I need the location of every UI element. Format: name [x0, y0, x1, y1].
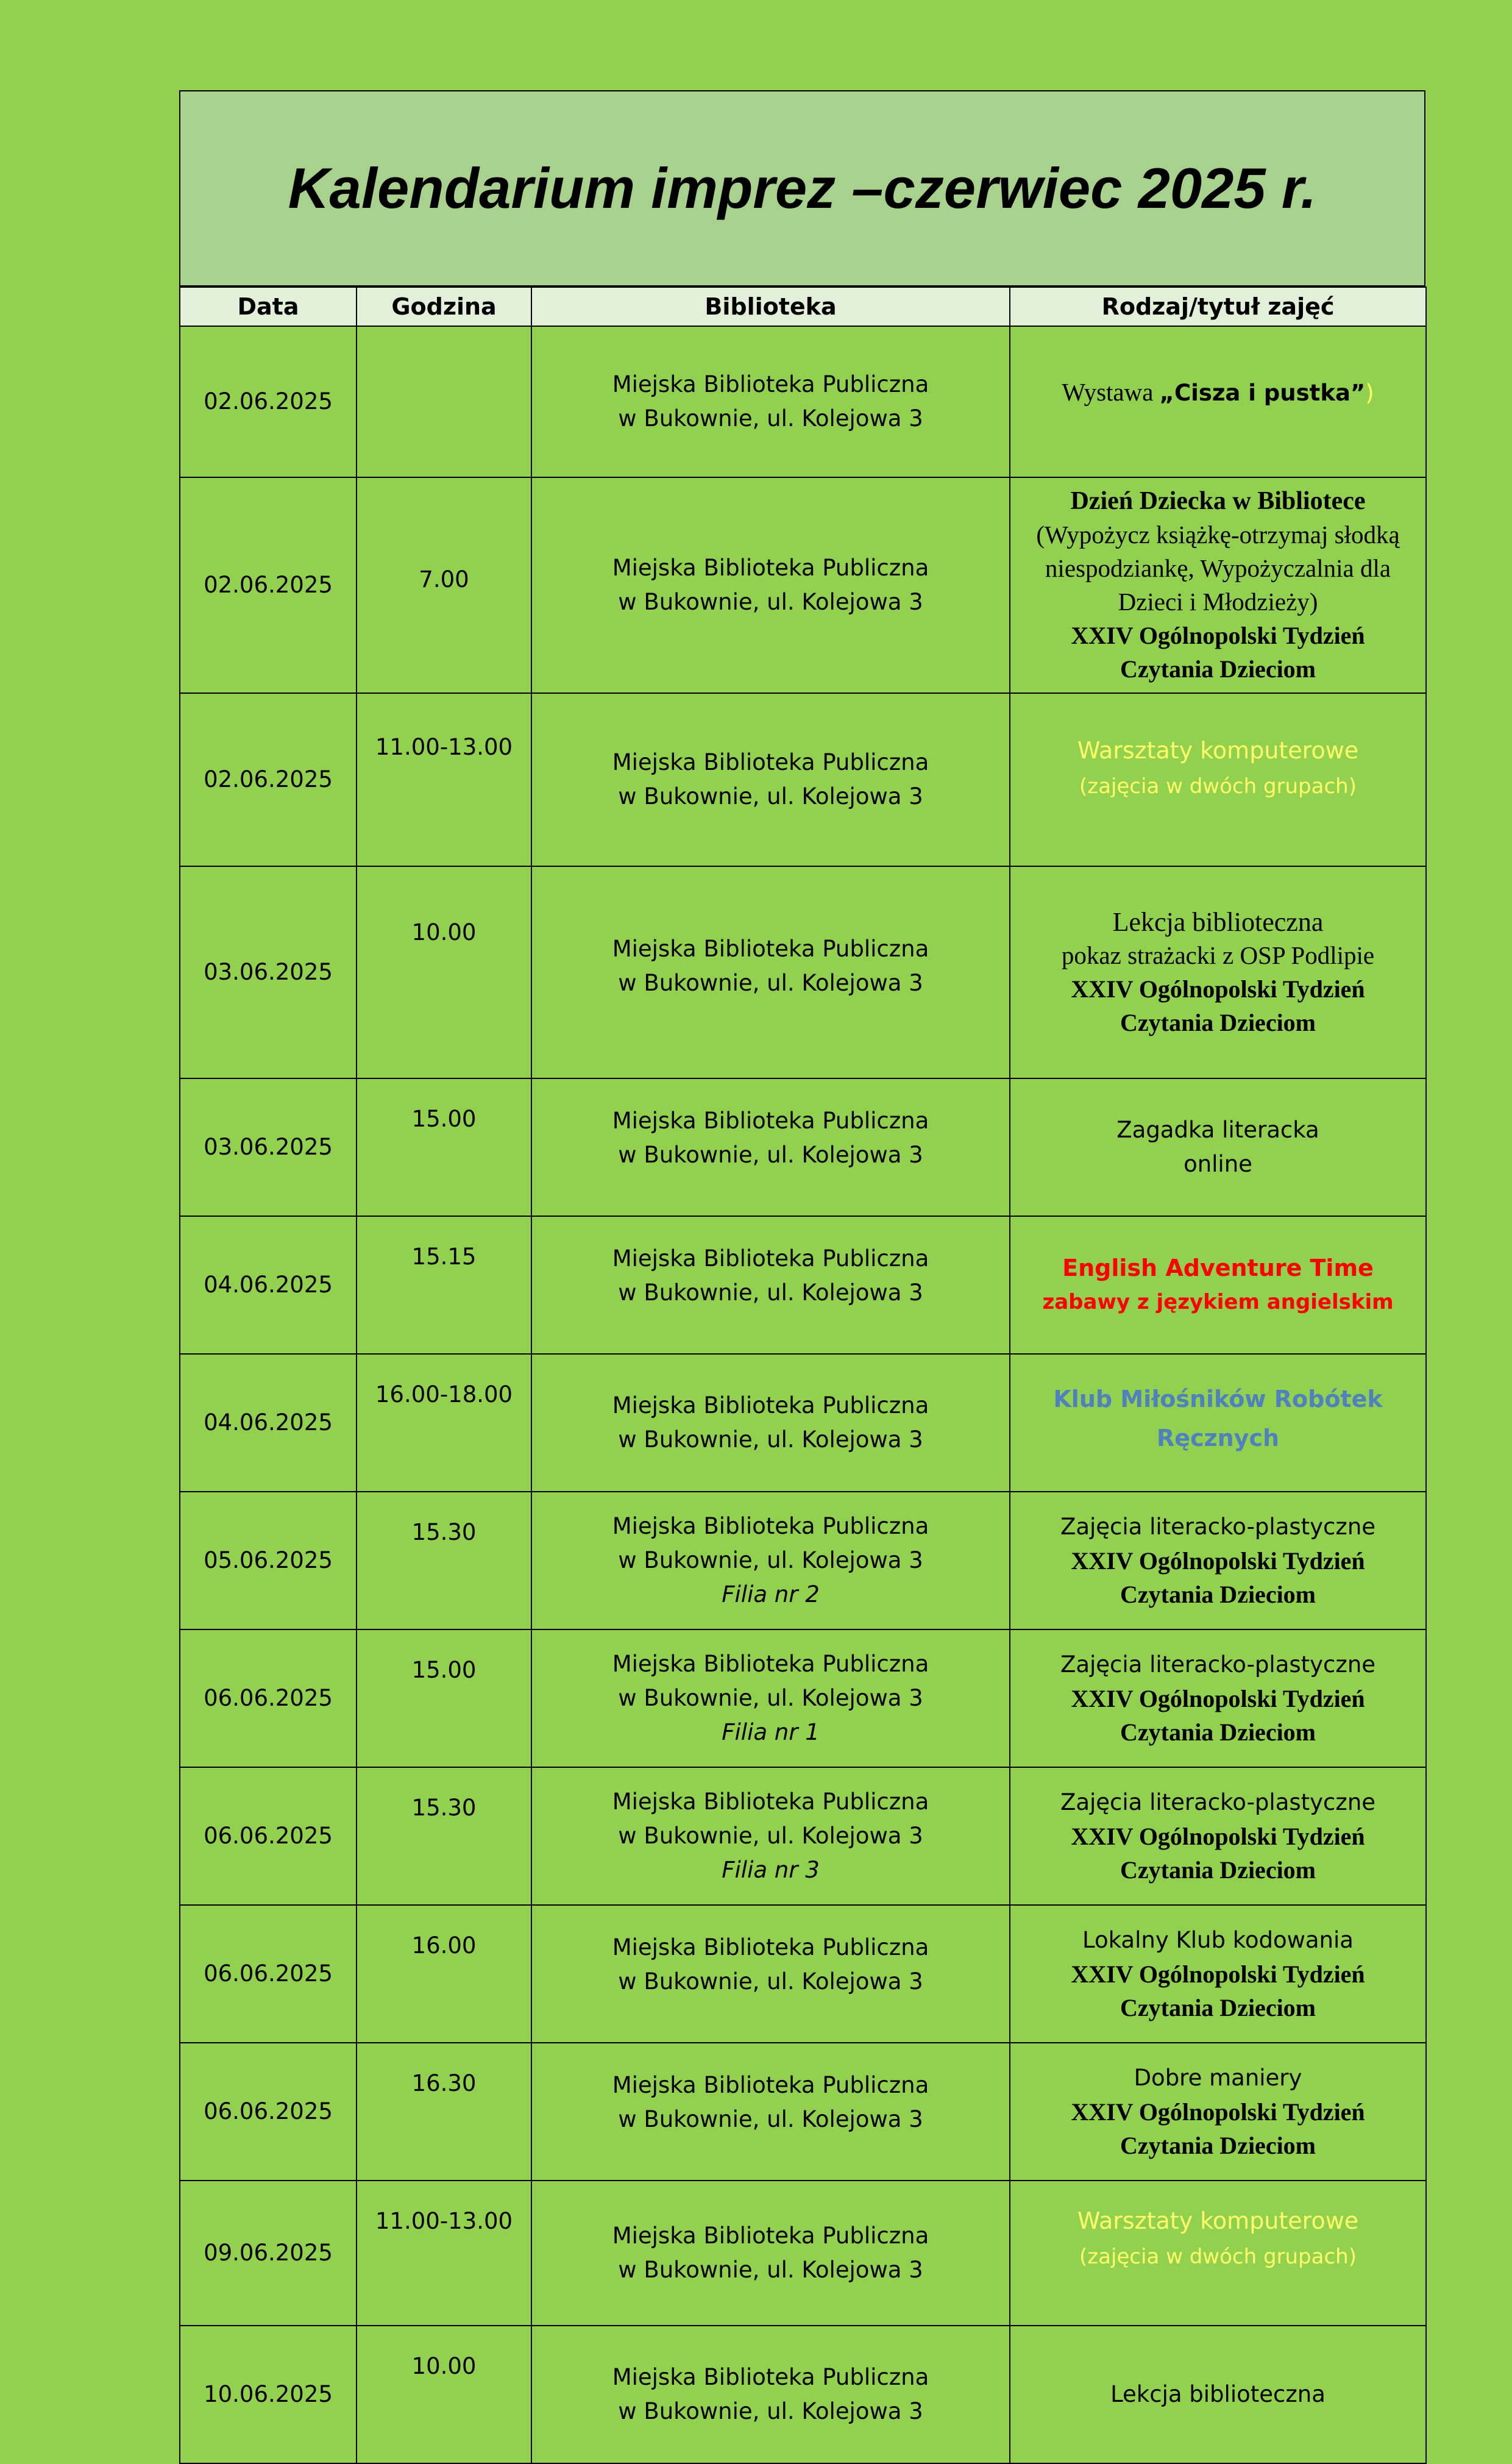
event-week-2: Czytania Dzieciom [1120, 1718, 1316, 1746]
event-suffix: ) [1365, 379, 1374, 406]
library-name: Miejska Biblioteka Publiczna [612, 936, 929, 962]
date-cell: 02.06.2025 [180, 477, 357, 693]
event-title: Warsztaty komputerowe [1077, 737, 1359, 764]
table-row [180, 1767, 1426, 1905]
time-cell: 15.15 [357, 1216, 531, 1354]
library-cell [531, 326, 1010, 477]
table-row [180, 2326, 1426, 2463]
library-address: w Bukownie, ul. Kolejowa 3 [618, 1968, 923, 1995]
library-name: Miejska Biblioteka Publiczna [612, 2223, 929, 2249]
library-cell [531, 693, 1010, 866]
time-cell: 15.00 [357, 1629, 531, 1767]
library-address: w Bukownie, ul. Kolejowa 3 [618, 2106, 923, 2132]
table-row [180, 2043, 1426, 2181]
library-cell [531, 1492, 1010, 1629]
library-address: w Bukownie, ul. Kolejowa 3 [618, 1823, 923, 1849]
date-cell: 10.06.2025 [180, 2326, 357, 2463]
event-week-2: Czytania Dzieciom [1120, 1009, 1316, 1036]
library-cell [531, 477, 1010, 693]
library-address: w Bukownie, ul. Kolejowa 3 [618, 1142, 923, 1168]
event-week-1: XXIV Ogólnopolski Tydzień [1071, 1960, 1365, 1988]
table-row [180, 866, 1426, 1078]
table-row [180, 477, 1426, 693]
library-branch: Filia nr 1 [722, 1719, 820, 1745]
event-cell [1010, 326, 1426, 477]
event-week-1: XXIV Ogólnopolski Tydzień [1071, 1823, 1365, 1850]
time-cell: 10.00 [357, 2326, 531, 2463]
table-row [180, 693, 1426, 866]
library-address: w Bukownie, ul. Kolejowa 3 [618, 1547, 923, 1573]
event-cell [1010, 2326, 1426, 2463]
time-cell: 15.30 [357, 1492, 531, 1629]
library-address: w Bukownie, ul. Kolejowa 3 [618, 970, 923, 996]
event-cell [1010, 693, 1426, 866]
event-title: Dobre maniery [1134, 2065, 1302, 2091]
event-week-1: XXIV Ogólnopolski Tydzień [1071, 1547, 1365, 1575]
library-address: w Bukownie, ul. Kolejowa 3 [618, 2398, 923, 2424]
event-week-2: Czytania Dzieciom [1120, 655, 1316, 683]
event-cell [1010, 1078, 1426, 1216]
time-cell: 16.00 [357, 1905, 531, 2043]
event-week-1: XXIV Ogólnopolski Tydzień [1071, 622, 1365, 649]
library-cell [531, 1078, 1010, 1216]
date-cell: 06.06.2025 [180, 1905, 357, 2043]
event-title-cont: Ręcznych [1156, 1425, 1280, 1451]
time-cell: 10.00 [357, 866, 531, 1078]
table-row [180, 2181, 1426, 2326]
event-title: English Adventure Time [1062, 1255, 1374, 1281]
table-row [180, 1216, 1426, 1354]
event-prefix: Wystawa [1062, 377, 1160, 406]
event-cell [1010, 477, 1426, 693]
library-address: w Bukownie, ul. Kolejowa 3 [618, 589, 923, 615]
library-name: Miejska Biblioteka Publiczna [612, 555, 929, 581]
library-name: Miejska Biblioteka Publiczna [612, 371, 929, 397]
table-row [180, 1492, 1426, 1629]
event-subtitle: zabawy z językiem angielskim [1042, 1290, 1394, 1314]
header-library: Biblioteka [531, 287, 1010, 326]
date-cell: 05.06.2025 [180, 1492, 357, 1629]
event-title: „Cisza i pustka” [1159, 379, 1366, 406]
library-address: w Bukownie, ul. Kolejowa 3 [618, 783, 923, 810]
event-cell [1010, 1905, 1426, 2043]
event-title: Lekcja biblioteczna [1110, 2381, 1326, 2407]
header-time: Godzina [357, 287, 531, 326]
table-row [180, 326, 1426, 477]
date-cell: 04.06.2025 [180, 1216, 357, 1354]
library-name: Miejska Biblioteka Publiczna [612, 1392, 929, 1419]
date-cell: 09.06.2025 [180, 2181, 357, 2326]
header-date: Data [180, 287, 357, 326]
library-cell [531, 2326, 1010, 2463]
library-cell [531, 2043, 1010, 2181]
event-title: Zagadka literacka [1116, 1117, 1319, 1143]
library-name: Miejska Biblioteka Publiczna [612, 1108, 929, 1134]
library-cell [531, 1354, 1010, 1492]
date-cell: 02.06.2025 [180, 326, 357, 477]
library-address: w Bukownie, ul. Kolejowa 3 [618, 405, 923, 432]
time-cell [357, 477, 531, 693]
table-row [180, 1905, 1426, 2043]
event-week-2: Czytania Dzieciom [1120, 1994, 1316, 2021]
event-week-1: XXIV Ogólnopolski Tydzień [1071, 2098, 1365, 2126]
library-name: Miejska Biblioteka Publiczna [612, 749, 929, 775]
library-name: Miejska Biblioteka Publiczna [612, 2072, 929, 2098]
event-cell [1010, 2181, 1426, 2326]
library-branch: Filia nr 2 [722, 1581, 820, 1608]
event-cell [1010, 2043, 1426, 2181]
time-cell: 16.30 [357, 2043, 531, 2181]
library-name: Miejska Biblioteka Publiczna [612, 1934, 929, 1960]
time-cell: 11.00-13.00 [357, 693, 531, 866]
time-cell: 16.00-18.00 [357, 1354, 531, 1492]
time-cell: 11.00-13.00 [357, 2181, 531, 2326]
table-row [180, 1078, 1426, 1216]
time-value: 7.00 [419, 566, 469, 593]
library-name: Miejska Biblioteka Publiczna [612, 2364, 929, 2390]
event-week-2: Czytania Dzieciom [1120, 1856, 1316, 1884]
library-name: Miejska Biblioteka Publiczna [612, 1651, 929, 1677]
event-title: Klub Miłośników Robótek [1053, 1386, 1383, 1412]
event-subtitle: (zajęcia w dwóch grupach) [1079, 2245, 1357, 2269]
event-desc: online [1184, 1151, 1252, 1177]
library-name: Miejska Biblioteka Publiczna [612, 1513, 929, 1539]
time-cell [357, 326, 531, 477]
library-name: Miejska Biblioteka Publiczna [612, 1245, 929, 1272]
event-title: Lekcja biblioteczna [1112, 907, 1324, 937]
event-cell [1010, 1492, 1426, 1629]
date-cell: 06.06.2025 [180, 1767, 357, 1905]
time-cell: 15.00 [357, 1078, 531, 1216]
event-cell [1010, 1629, 1426, 1767]
library-branch: Filia nr 3 [722, 1857, 820, 1883]
event-title: Zajęcia literacko-plastyczne [1060, 1514, 1376, 1540]
date-cell: 06.06.2025 [180, 2043, 357, 2181]
event-week-2: Czytania Dzieciom [1120, 2132, 1316, 2159]
library-cell [531, 1905, 1010, 2043]
header-event: Rodzaj/tytuł zajęć [1010, 287, 1426, 326]
event-desc: pokaz strażacki z OSP Podlipie [1061, 941, 1375, 969]
event-week-1: XXIV Ogólnopolski Tydzień [1071, 1685, 1365, 1712]
title-box [179, 90, 1425, 287]
event-week-1: XXIV Ogólnopolski Tydzień [1071, 975, 1365, 1003]
event-desc-2: niespodziankę, Wypożyczalnia dla [1045, 554, 1391, 582]
event-title: Warsztaty komputerowe [1077, 2207, 1359, 2234]
event-subtitle: (zajęcia w dwóch grupach) [1079, 774, 1357, 799]
event-cell [1010, 866, 1426, 1078]
events-table [179, 287, 1427, 2464]
library-address: w Bukownie, ul. Kolejowa 3 [618, 1426, 923, 1453]
library-cell [531, 1216, 1010, 1354]
library-cell [531, 866, 1010, 1078]
event-title: Dzień Dziecka w Bibliotece [1070, 487, 1366, 515]
event-desc-1: (Wypożycz książkę-otrzymaj słodką [1036, 521, 1400, 549]
event-cell [1010, 1354, 1426, 1492]
date-cell: 03.06.2025 [180, 1078, 357, 1216]
library-cell [531, 1629, 1010, 1767]
table-row [180, 1629, 1426, 1767]
library-cell [531, 1767, 1010, 1905]
calendar-sheet [179, 90, 1425, 2464]
date-cell: 02.06.2025 [180, 693, 357, 866]
table-header-row [180, 287, 1426, 326]
event-desc-3: Dzieci i Młodzieży) [1118, 588, 1318, 616]
page-title: Kalendarium imprez –czerwiec 2025 r. [288, 156, 1317, 220]
library-cell [531, 2181, 1010, 2326]
library-address: w Bukownie, ul. Kolejowa 3 [618, 2257, 923, 2283]
event-title: Zajęcia literacko-plastyczne [1060, 1789, 1376, 1815]
library-address: w Bukownie, ul. Kolejowa 3 [618, 1685, 923, 1711]
table-row [180, 1354, 1426, 1492]
library-address: w Bukownie, ul. Kolejowa 3 [618, 1280, 923, 1306]
event-week-2: Czytania Dzieciom [1120, 1581, 1316, 1608]
time-cell: 15.30 [357, 1767, 531, 1905]
date-cell: 06.06.2025 [180, 1629, 357, 1767]
event-cell [1010, 1767, 1426, 1905]
event-cell [1010, 1216, 1426, 1354]
library-name: Miejska Biblioteka Publiczna [612, 1789, 929, 1815]
event-title: Zajęcia literacko-plastyczne [1060, 1651, 1376, 1678]
date-cell: 04.06.2025 [180, 1354, 357, 1492]
event-title: Lokalny Klub kodowania [1082, 1927, 1354, 1953]
date-cell: 03.06.2025 [180, 866, 357, 1078]
